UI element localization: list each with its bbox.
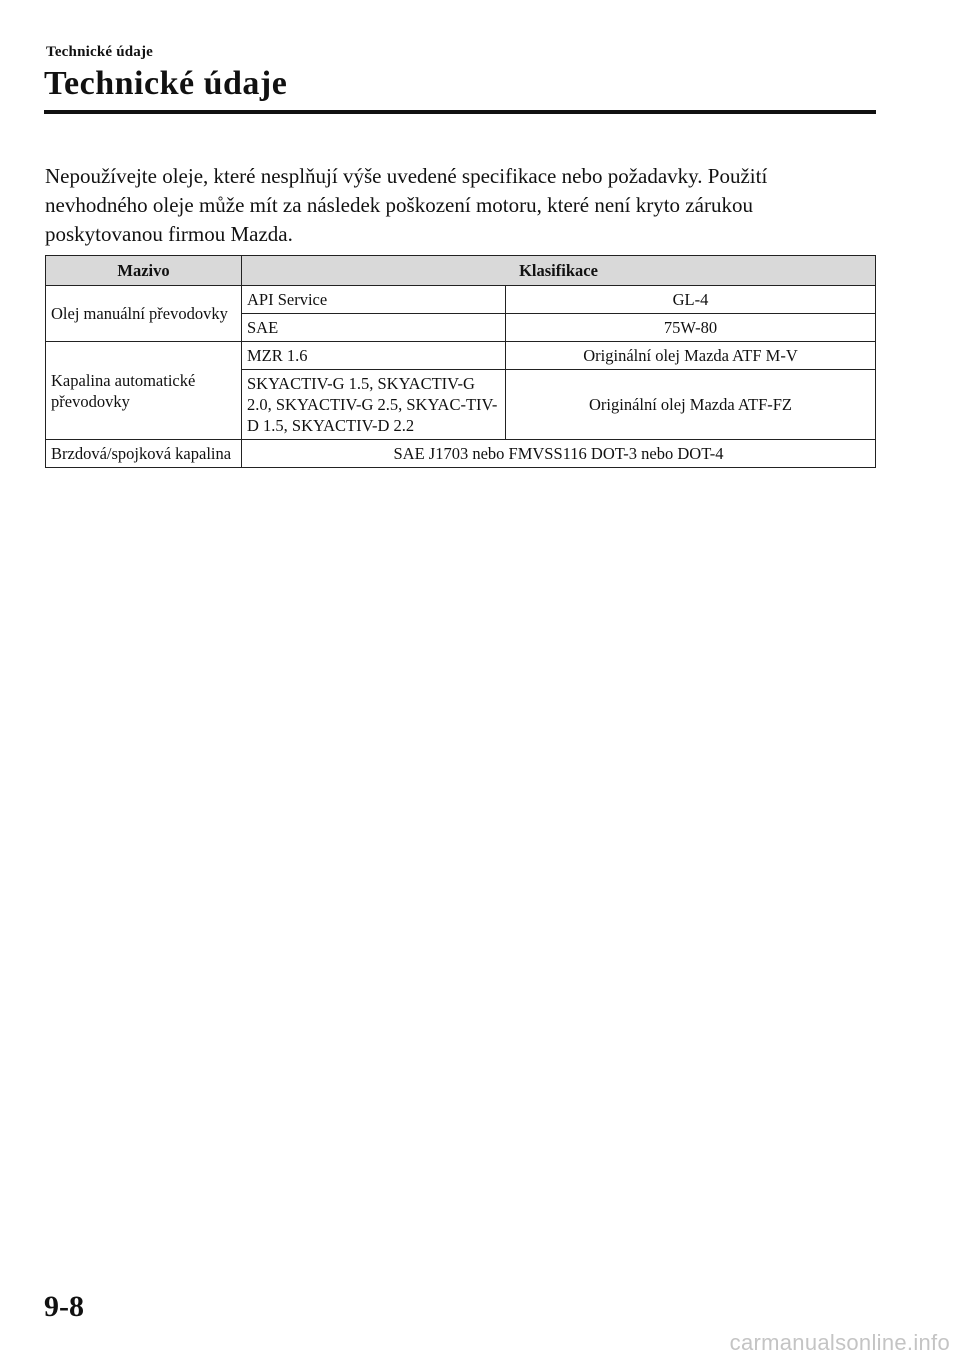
page-title: Technické údaje <box>44 65 288 102</box>
standard-cell: MZR 1.6 <box>242 342 506 370</box>
standard-cell: SKYACTIV-G 1.5, SKYACTIV-G 2.0, SKYACTIV-G 2.5, SKYAC-TIV-D 1.5, SKYACTIV-D 2.2 <box>242 370 506 440</box>
table-row <box>46 286 876 314</box>
intro-paragraph: Nepoužívejte oleje, které nesplňují výše uvedené specifikace nebo požadavky. Použití nevhodného oleje může mít za následek poškození motoru, které není kryto zárukou poskytovanou firmou Mazda. <box>45 164 768 246</box>
value-cell: 75W-80 <box>506 314 876 342</box>
page-number: 9-8 <box>44 1290 84 1323</box>
value-cell: Originální olej Mazda ATF M-V <box>506 342 876 370</box>
header-lubricant: Mazivo <box>46 256 242 286</box>
header-classification: Klasifikace <box>242 256 876 286</box>
table-header-row <box>46 256 876 286</box>
watermark: carmanualsonline.info <box>729 1330 950 1355</box>
table-row <box>46 342 876 370</box>
lubricant-brake-clutch-fluid: Brzdová/spojková kapalina <box>46 440 242 468</box>
value-cell: SAE J1703 nebo FMVSS116 DOT-3 nebo DOT-4 <box>242 440 876 468</box>
value-cell: GL-4 <box>506 286 876 314</box>
value-cell: Originální olej Mazda ATF-FZ <box>506 370 876 440</box>
running-head: Technické údaje <box>46 44 154 60</box>
title-rule <box>44 110 876 114</box>
lubricant-manual-transmission: Olej manuální převodovky <box>46 286 242 342</box>
standard-cell: SAE <box>242 314 506 342</box>
lubricant-spec-table <box>45 255 876 468</box>
lubricant-automatic-transmission: Kapalina automatické převodovky <box>46 342 242 440</box>
standard-cell: API Service <box>242 286 506 314</box>
table-row <box>46 440 876 468</box>
